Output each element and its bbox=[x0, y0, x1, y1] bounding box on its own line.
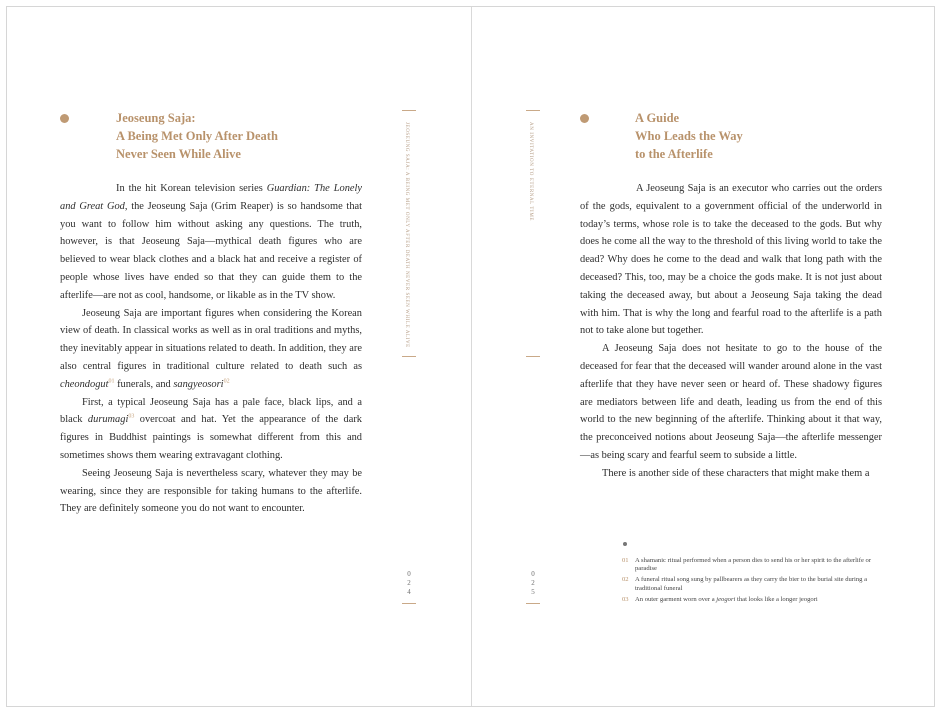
footnote-number: 01 bbox=[622, 557, 629, 564]
title-line: Never Seen While Alive bbox=[116, 147, 241, 161]
term-cheondogut: cheondogut bbox=[60, 378, 109, 390]
paragraph: A Jeoseung Saja is an executor who carries out the orders of the gods, equivalent to a government official of the underworld in today’s terms, whose role is to take the deceased to the gods. But why does he come all the way to the threshold of this living world to take the dead? Why does he come to the dead and walk that long path with the deceased? This, too, may be a choice the gods make. It is not just about taking the deceased away, but about a Jeoseung Saja taking the dead with him. That is why the long and fearful road to the afterlife is a path not to take alone but together. bbox=[580, 183, 882, 337]
page-number bbox=[404, 570, 414, 597]
page-digit: 5 bbox=[531, 588, 535, 596]
footnote-bullet-icon bbox=[623, 542, 627, 546]
footnote-item bbox=[622, 596, 882, 604]
page-digit: 0 bbox=[531, 570, 535, 578]
running-head: AN INVITATION TO ETERNAL TIME bbox=[528, 122, 533, 222]
term-sangyeosori: sangyeosori bbox=[173, 378, 224, 390]
margin-rule bbox=[526, 603, 540, 604]
left-page-title bbox=[116, 109, 278, 163]
footnote-text: that looks like a longer jeogori bbox=[735, 595, 818, 603]
footnote-marker[interactable]: 03 bbox=[128, 413, 135, 420]
title-line: A Being Met Only After Death bbox=[116, 129, 278, 143]
paragraph: There is another side of these characters that might make them a bbox=[602, 467, 870, 479]
margin-rule bbox=[402, 356, 416, 357]
margin-rule bbox=[526, 356, 540, 357]
margin-rule bbox=[402, 603, 416, 604]
footnote-text: A funeral ritual song sung by pallbearers as they carry the bier to the burial site during a traditional funeral bbox=[635, 576, 867, 592]
page-digit: 4 bbox=[407, 588, 411, 596]
margin-rule bbox=[402, 110, 416, 111]
footnote-item bbox=[622, 576, 882, 592]
paragraph: A Jeoseung Saja does not hesitate to go to the house of the deceased for fear that the deceased will wander around alone in the vast afterlife that they have never seen or heard of. These shadowy figures are mediators between life and death, leading us from the end of this world to the new beginning of the afterlife. Thinking about it that way, the preconceived notions about Jeoseung Saja—the afterlife messenger—as being scary and fearful seem to subside a little. bbox=[580, 343, 882, 461]
page-digit: 2 bbox=[407, 579, 411, 587]
title-line: Jeoseung Saja: bbox=[116, 111, 196, 125]
title-line: A Guide bbox=[635, 111, 680, 125]
page-number bbox=[528, 570, 538, 597]
text-run: Jeoseung Saja are important figures when considering the Korean view of death. In classical works as well as in oral traditions and myths, they inevitably appear in situations related to death. In addition, they are also central figures in traditional culture related to death such as bbox=[60, 307, 362, 372]
page-digit: 2 bbox=[531, 579, 535, 587]
section-bullet-icon bbox=[580, 114, 589, 123]
show-title: Guardian: The Lonely and Great God bbox=[60, 183, 363, 212]
paragraph: Seeing Jeoseung Saja is nevertheless scary, whatever they may be wearing, since they are responsible for taking humans to the afterlife. They are definitely someone you do not want to encounter. bbox=[60, 467, 362, 515]
text-run: , the Jeoseung Saja (Grim Reaper) is so handsome that you want to follow him without asking any questions. The truth, however, is that Jeoseung Saja—mythical death figures who are believed to wear black clothes and a black hat and receive a register of people whose lives have ended so that they can guide them to the afterlife—are not as cool, handsome, or likable as in the TV show. bbox=[60, 200, 363, 301]
right-page-title bbox=[635, 109, 743, 163]
text-run: overcoat and hat. Yet the appearance of the dark figures in Buddhist paintings is somewhat different from this and sometimes shows them wearing extravagant clothing. bbox=[60, 414, 362, 461]
section-bullet-icon bbox=[60, 114, 69, 123]
text-run: First, a typical Jeoseung Saja has a pale face, black lips, and a black bbox=[60, 396, 362, 426]
term-durumagi: durumagi bbox=[87, 414, 129, 426]
left-page-body bbox=[60, 180, 362, 518]
footnote-marker[interactable]: 01 bbox=[108, 378, 115, 385]
footnote-text: A shamanic ritual performed when a person dies to send his or her spirit to the afterlife or paradise bbox=[635, 557, 872, 573]
page-digit: 0 bbox=[407, 570, 411, 578]
book-spine-divider bbox=[471, 7, 472, 706]
term-jeogori: jeogori bbox=[716, 595, 736, 603]
paragraph bbox=[60, 305, 362, 394]
text-run: funerals, and bbox=[114, 378, 174, 390]
running-head: JEOSEUNG SAJA: A BEING MET ONLY AFTER DEATH NEVER SEEN WHILE ALIVE bbox=[404, 122, 409, 348]
footnote-item bbox=[622, 557, 882, 573]
footnote-text: An outer garment worn over a bbox=[635, 595, 717, 603]
text-run: In the hit Korean television series bbox=[116, 183, 267, 194]
right-page-body bbox=[580, 180, 882, 483]
footnote-number: 02 bbox=[622, 576, 629, 584]
paragraph bbox=[60, 394, 362, 465]
footnotes bbox=[622, 557, 882, 607]
footnote-number: 03 bbox=[622, 595, 629, 603]
title-line: to the Afterlife bbox=[635, 147, 713, 161]
margin-rule bbox=[526, 110, 540, 111]
paragraph bbox=[60, 180, 362, 305]
title-line: Who Leads the Way bbox=[635, 129, 743, 143]
footnote-marker[interactable]: 02 bbox=[223, 378, 230, 385]
